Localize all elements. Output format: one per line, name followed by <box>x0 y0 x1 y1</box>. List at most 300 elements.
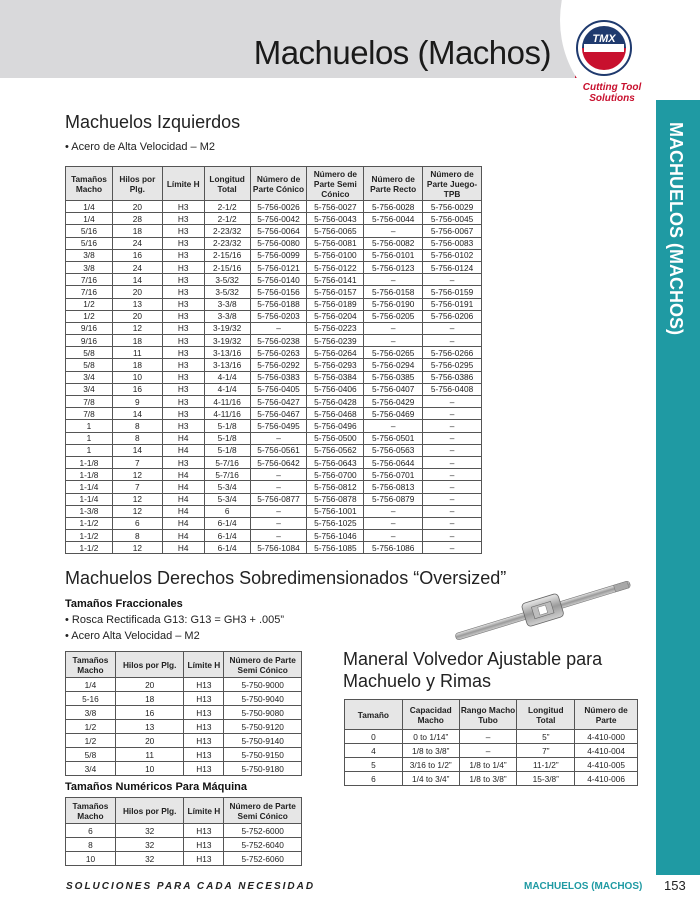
table-cell: 5-756-0124 <box>423 261 482 273</box>
table-cell: 5-1/8 <box>204 432 250 444</box>
table-cell: 0 <box>345 730 403 744</box>
table-cell: 5-756-0158 <box>364 286 423 298</box>
tagline: Cutting Tool Solutions <box>582 82 642 104</box>
table-cell: 3-13/16 <box>204 347 250 359</box>
table-cell: 5 <box>345 758 403 772</box>
table-fraccionales <box>65 651 302 776</box>
table-cell: 5-756-0427 <box>250 396 307 408</box>
table-cell: 1-1/2 <box>66 542 113 554</box>
table-cell: H3 <box>162 261 204 273</box>
table-cell: 5-756-0080 <box>250 237 307 249</box>
subtitle-fraccionales: Tamaños Fraccionales <box>65 598 183 610</box>
section2-bullets: • Rosca Rectificada G13: G13 = GH3 + .005” • Acero Alta Velocidad – M2 <box>65 614 285 642</box>
footer-slogan: SOLUCIONES PARA CADA NECESIDAD <box>66 881 316 892</box>
footer-section: MACHUELOS (MACHOS) <box>524 881 643 892</box>
table-cell: 7” <box>517 744 575 758</box>
table-row <box>66 748 302 762</box>
table-cell: 3/8 <box>66 261 113 273</box>
table-row <box>66 383 482 395</box>
table-cell: 5-756-0140 <box>250 274 307 286</box>
table-header-cell: Número de Parte Cónico <box>250 167 307 201</box>
table-cell: 5/8 <box>66 359 113 371</box>
table-cell: 5/8 <box>66 347 113 359</box>
table-cell: 2-1/2 <box>204 201 250 213</box>
table-cell: 10 <box>115 762 184 776</box>
table-header-cell: Hilos por Plg. <box>115 798 184 824</box>
table-cell: 5-756-0383 <box>250 371 307 383</box>
table-cell: 2-15/16 <box>204 249 250 261</box>
table-cell: 5-756-0102 <box>423 249 482 261</box>
table-cell: H3 <box>162 322 204 334</box>
table-cell: 5-1/8 <box>204 420 250 432</box>
table-cell: 10 <box>112 371 162 383</box>
table-cell: 5-756-0044 <box>364 213 423 225</box>
table-cell: 5-756-0157 <box>307 286 364 298</box>
table-cell: 5-756-0495 <box>250 420 307 432</box>
table-cell: 8 <box>112 432 162 444</box>
table-cell: H3 <box>162 408 204 420</box>
table-cell: 5-756-0406 <box>307 383 364 395</box>
table-cell: 12 <box>112 469 162 481</box>
table-cell: 1-1/4 <box>66 481 113 493</box>
table-cell: 11 <box>112 347 162 359</box>
table-cell: 1/8 to 3/8” <box>402 744 459 758</box>
table-cell: 5-756-0468 <box>307 408 364 420</box>
table-cell: 5-756-0064 <box>250 225 307 237</box>
table-cell: 1/2 <box>66 310 113 322</box>
table-row <box>66 371 482 383</box>
table-row <box>345 730 638 744</box>
table-cell: 6-1/4 <box>204 530 250 542</box>
table-cell: 5-756-0878 <box>307 493 364 505</box>
table-cell: 5-756-0067 <box>423 225 482 237</box>
table-cell: 3/4 <box>66 383 113 395</box>
table-row <box>66 310 482 322</box>
table-cell: 5-756-0203 <box>250 310 307 322</box>
table-cell: 5-756-0405 <box>250 383 307 395</box>
table-header-cell: Hilos por Plg. <box>112 167 162 201</box>
table-cell: 5-756-0429 <box>364 396 423 408</box>
table-header-cell: Número de Parte Semi Cónico <box>224 652 302 678</box>
table-header-cell: Longitud Total <box>517 700 575 730</box>
table-cell: 5-756-0266 <box>423 347 482 359</box>
table-cell: 11 <box>115 748 184 762</box>
table-cell: 16 <box>112 249 162 261</box>
table-row <box>66 298 482 310</box>
table-row <box>66 420 482 432</box>
table-row <box>66 493 482 505</box>
table-cell: 5-756-0043 <box>307 213 364 225</box>
table-header-cell: Límite H <box>162 167 204 201</box>
table-cell: 14 <box>112 274 162 286</box>
table-cell: 5-750-9120 <box>224 720 302 734</box>
table-cell: – <box>423 542 482 554</box>
table-row <box>345 744 638 758</box>
table-cell: 5-756-0028 <box>364 201 423 213</box>
table-cell: H13 <box>184 720 224 734</box>
table-row <box>66 225 482 237</box>
table-header-cell: Tamaño <box>345 700 403 730</box>
table-cell: 5-756-0265 <box>364 347 423 359</box>
table-cell: 1/8 to 3/8” <box>459 772 517 786</box>
table-cell: 4-410-000 <box>575 730 638 744</box>
table-cell: 5-756-0082 <box>364 237 423 249</box>
table-cell: 5-756-0083 <box>423 237 482 249</box>
table-cell: 3-3/8 <box>204 298 250 310</box>
table-cell: H3 <box>162 371 204 383</box>
table-row <box>66 456 482 468</box>
table-cell: 5-756-0642 <box>250 456 307 468</box>
table-cell: 3-19/32 <box>204 335 250 347</box>
section1-bullets: • Acero de Alta Velocidad – M2 <box>65 141 216 153</box>
table-cell: H3 <box>162 274 204 286</box>
table-cell: 5-756-0500 <box>307 432 364 444</box>
table-cell: 18 <box>112 359 162 371</box>
table-cell: 12 <box>112 505 162 517</box>
table-cell: H13 <box>184 678 224 692</box>
table-cell: 8 <box>66 838 116 852</box>
table-cell: 5-750-9140 <box>224 734 302 748</box>
table-cell: 7/8 <box>66 408 113 420</box>
table-cell: 1/2 <box>66 734 116 748</box>
table-cell: 3-19/32 <box>204 322 250 334</box>
table-cell: H4 <box>162 542 204 554</box>
table-cell: 5-3/4 <box>204 481 250 493</box>
table-cell: – <box>423 408 482 420</box>
table-header-cell: Hilos por Plg. <box>115 652 184 678</box>
table-cell: H3 <box>162 310 204 322</box>
tap-wrench-illustration <box>450 576 636 646</box>
table-cell: 5-756-0156 <box>250 286 307 298</box>
table-cell: 5-756-0238 <box>250 335 307 347</box>
table-cell: – <box>423 322 482 334</box>
table-row <box>66 517 482 529</box>
table-cell: – <box>459 730 517 744</box>
table-cell: – <box>364 420 423 432</box>
table-cell: 1/4 <box>66 201 113 213</box>
table-cell: 5-756-0701 <box>364 469 423 481</box>
table-cell: – <box>423 444 482 456</box>
table-cell: 5-756-0101 <box>364 249 423 261</box>
table-row <box>66 852 302 866</box>
table-row <box>66 261 482 273</box>
table-cell: 5-756-0700 <box>307 469 364 481</box>
section-title-maneral: Maneral Volvedor Ajustable para Machuelo y Rimas <box>343 649 603 691</box>
table-cell: 5-756-0295 <box>423 359 482 371</box>
table-cell: 5-750-9080 <box>224 706 302 720</box>
table-cell: 5-756-0065 <box>307 225 364 237</box>
side-tab-label: MACHUELOS (MACHOS) <box>666 122 686 335</box>
table-cell: 2-23/32 <box>204 225 250 237</box>
table-cell: 5/8 <box>66 748 116 762</box>
table-cell: 5-756-0263 <box>250 347 307 359</box>
table-cell: 5-756-0189 <box>307 298 364 310</box>
table-cell: 5-756-0141 <box>307 274 364 286</box>
table-row <box>66 542 482 554</box>
table-cell: 5-756-0206 <box>423 310 482 322</box>
table-cell: 5-756-0188 <box>250 298 307 310</box>
table-cell: 20 <box>112 310 162 322</box>
table-cell: 1-1/8 <box>66 469 113 481</box>
table-cell: H13 <box>184 748 224 762</box>
table-cell: 5-756-0813 <box>364 481 423 493</box>
table-cell: – <box>459 744 517 758</box>
table-cell: 5-756-0384 <box>307 371 364 383</box>
table-cell: 5-756-0877 <box>250 493 307 505</box>
table-cell: 5-756-0100 <box>307 249 364 261</box>
table-cell: 1/4 <box>66 213 113 225</box>
table-cell: 32 <box>115 852 184 866</box>
table-cell: 4 <box>345 744 403 758</box>
table-cell: 5/16 <box>66 237 113 249</box>
table-header-cell: Número de Parte Recto <box>364 167 423 201</box>
table-row <box>66 322 482 334</box>
table-cell: H4 <box>162 517 204 529</box>
table-header-cell: Tamaños Macho <box>66 798 116 824</box>
table-cell: 5-756-0191 <box>423 298 482 310</box>
table-cell: – <box>423 469 482 481</box>
table-row <box>66 396 482 408</box>
table-cell: 20 <box>115 734 184 748</box>
table-cell: 12 <box>112 493 162 505</box>
table-cell: 3/4 <box>66 762 116 776</box>
table-header-cell: Límite H <box>184 798 224 824</box>
table-cell: – <box>423 432 482 444</box>
table-cell: 24 <box>112 237 162 249</box>
table-cell: 10 <box>66 852 116 866</box>
table-cell: 5” <box>517 730 575 744</box>
table-cell: 5-756-0812 <box>307 481 364 493</box>
table-cell: 5-756-0204 <box>307 310 364 322</box>
table-header-cell: Capacidad Macho <box>402 700 459 730</box>
table-row <box>66 335 482 347</box>
table-cell: 5-756-0205 <box>364 310 423 322</box>
table-cell: H4 <box>162 444 204 456</box>
table-cell: H3 <box>162 420 204 432</box>
table-cell: 5-756-0293 <box>307 359 364 371</box>
table-header-cell: Límite H <box>184 652 224 678</box>
table-cell: 5-756-0561 <box>250 444 307 456</box>
table-cell: 9 <box>112 396 162 408</box>
table-cell: H4 <box>162 432 204 444</box>
table-cell: 5-756-0223 <box>307 322 364 334</box>
table-cell: 3/4 <box>66 371 113 383</box>
table-cell: 1/2 <box>66 720 116 734</box>
table-cell: 5-756-0501 <box>364 432 423 444</box>
table-cell: 16 <box>112 383 162 395</box>
table-row <box>66 444 482 456</box>
table-cell: – <box>423 493 482 505</box>
table-cell: 2-15/16 <box>204 261 250 273</box>
table-cell: 5-756-0643 <box>307 456 364 468</box>
table-cell: H13 <box>184 762 224 776</box>
table-cell: H13 <box>184 838 224 852</box>
table-cell: 5-756-1025 <box>307 517 364 529</box>
table-header-cell: Número de Parte Semi Cónico <box>307 167 364 201</box>
table-cell: H3 <box>162 225 204 237</box>
table-cell: 5-756-1086 <box>364 542 423 554</box>
table-cell: 8 <box>112 530 162 542</box>
table-header-cell: Longitud Total <box>204 167 250 201</box>
table-cell: 13 <box>115 720 184 734</box>
table-cell: 9/16 <box>66 335 113 347</box>
subtitle-numericos: Tamaños Numéricos Para Máquina <box>65 781 247 793</box>
table-cell: H3 <box>162 237 204 249</box>
table-cell: H3 <box>162 396 204 408</box>
table-cell: 6-1/4 <box>204 542 250 554</box>
table-cell: 1 <box>66 420 113 432</box>
table-cell: H4 <box>162 493 204 505</box>
table-cell: 1/2 <box>66 298 113 310</box>
table-cell: 4-11/16 <box>204 396 250 408</box>
table-cell: – <box>250 517 307 529</box>
table-header-cell: Número de Parte Juego-TPB <box>423 167 482 201</box>
table-cell: – <box>364 335 423 347</box>
table-cell: 5-756-0045 <box>423 213 482 225</box>
table-cell: H3 <box>162 335 204 347</box>
table-cell: 1 <box>66 432 113 444</box>
table-cell: 5-756-0467 <box>250 408 307 420</box>
table-cell: 1-1/4 <box>66 493 113 505</box>
table-cell: 5-756-0190 <box>364 298 423 310</box>
table-cell: – <box>250 505 307 517</box>
table-row <box>345 758 638 772</box>
table-row <box>66 692 302 706</box>
table-row <box>66 249 482 261</box>
table-cell: 32 <box>115 838 184 852</box>
table-cell: 20 <box>112 286 162 298</box>
table-cell: 5-750-9040 <box>224 692 302 706</box>
table-cell: H3 <box>162 383 204 395</box>
table-cell: 6 <box>112 517 162 529</box>
table-cell: 1-1/2 <box>66 517 113 529</box>
table-cell: – <box>423 481 482 493</box>
table-cell: 5-756-0408 <box>423 383 482 395</box>
table-cell: – <box>423 530 482 542</box>
table-cell: 0 to 1/14” <box>402 730 459 744</box>
table-cell: 16 <box>115 706 184 720</box>
section-title-oversized: Machuelos Derechos Sobredimensionados “Oversized” <box>65 568 507 588</box>
table-cell: 5-750-9150 <box>224 748 302 762</box>
table-row <box>66 347 482 359</box>
table-cell: 7/16 <box>66 286 113 298</box>
table-cell: H3 <box>162 298 204 310</box>
table-cell: 5-756-1084 <box>250 542 307 554</box>
table-row <box>66 359 482 371</box>
table-cell: 6 <box>66 824 116 838</box>
side-tab <box>656 100 700 875</box>
table-cell: 5-756-0496 <box>307 420 364 432</box>
table-cell: H3 <box>162 213 204 225</box>
table-cell: 1/8 to 1/4” <box>459 758 517 772</box>
table-cell: – <box>250 481 307 493</box>
table-cell: 24 <box>112 261 162 273</box>
table-cell: 5-750-9000 <box>224 678 302 692</box>
table-cell: 5-756-0292 <box>250 359 307 371</box>
table-row <box>66 720 302 734</box>
table-cell: 5-756-0099 <box>250 249 307 261</box>
table-cell: H13 <box>184 692 224 706</box>
table-cell: 4-410-006 <box>575 772 638 786</box>
table-cell: 5-752-6040 <box>224 838 302 852</box>
table-cell: 6 <box>204 505 250 517</box>
table-cell: 5-7/16 <box>204 469 250 481</box>
table-cell: 6-1/4 <box>204 517 250 529</box>
table-cell: 7/8 <box>66 396 113 408</box>
table-numericos <box>65 797 302 866</box>
section-title-izquierdos: Machuelos Izquierdos <box>65 112 241 132</box>
table-cell: H13 <box>184 824 224 838</box>
table-cell: 5-752-6060 <box>224 852 302 866</box>
table-cell: H13 <box>184 734 224 748</box>
table-cell: 3/8 <box>66 249 113 261</box>
table-cell: 5-756-0029 <box>423 201 482 213</box>
table-cell: 5-756-0407 <box>364 383 423 395</box>
table-row <box>66 762 302 776</box>
table-cell: – <box>364 225 423 237</box>
table-cell: 4-1/4 <box>204 371 250 383</box>
table-cell: 5/16 <box>66 225 113 237</box>
table-cell: 5-756-0294 <box>364 359 423 371</box>
table-header-cell: Número de Parte Semi Cónico <box>224 798 302 824</box>
table-cell: – <box>250 530 307 542</box>
tmx-logo <box>576 20 632 76</box>
table-cell: 8 <box>112 420 162 432</box>
table-cell: 6 <box>345 772 403 786</box>
table-cell: 5-756-0428 <box>307 396 364 408</box>
table-cell: 5-750-9180 <box>224 762 302 776</box>
table-cell: – <box>250 432 307 444</box>
table-cell: H13 <box>184 706 224 720</box>
table-cell: 5-756-0042 <box>250 213 307 225</box>
table-cell: 3-13/16 <box>204 359 250 371</box>
table-cell: 3-5/32 <box>204 286 250 298</box>
table-cell: 5-3/4 <box>204 493 250 505</box>
table-cell: 5-1/8 <box>204 444 250 456</box>
page-title: Machuelos (Machos) <box>253 34 551 71</box>
table-cell: – <box>250 469 307 481</box>
table-cell: H4 <box>162 530 204 542</box>
table-cell: H4 <box>162 481 204 493</box>
table-cell: 5-756-0264 <box>307 347 364 359</box>
svg-text:TMX: TMX <box>592 33 616 45</box>
page-number: 153 <box>664 878 686 893</box>
table-izquierdos <box>65 166 482 554</box>
table-cell: 5-756-0123 <box>364 261 423 273</box>
table-cell: 15-3/8” <box>517 772 575 786</box>
table-cell: 9/16 <box>66 322 113 334</box>
table-cell: 3-5/32 <box>204 274 250 286</box>
table-cell: 3/16 to 1/2” <box>402 758 459 772</box>
table-cell: 28 <box>112 213 162 225</box>
table-cell: H3 <box>162 347 204 359</box>
table-cell: 11-1/2” <box>517 758 575 772</box>
table-cell: 5-756-0386 <box>423 371 482 383</box>
table-cell: 7 <box>112 456 162 468</box>
table-cell: H13 <box>184 852 224 866</box>
table-cell: H3 <box>162 286 204 298</box>
table-row <box>66 505 482 517</box>
table-cell: – <box>250 322 307 334</box>
table-cell: 5-756-0469 <box>364 408 423 420</box>
table-cell: 13 <box>112 298 162 310</box>
table-cell: 18 <box>112 225 162 237</box>
table-cell: 18 <box>115 692 184 706</box>
table-cell: 5-756-0026 <box>250 201 307 213</box>
table-row <box>66 286 482 298</box>
table-cell: 3/8 <box>66 706 116 720</box>
table-cell: 1-1/8 <box>66 456 113 468</box>
